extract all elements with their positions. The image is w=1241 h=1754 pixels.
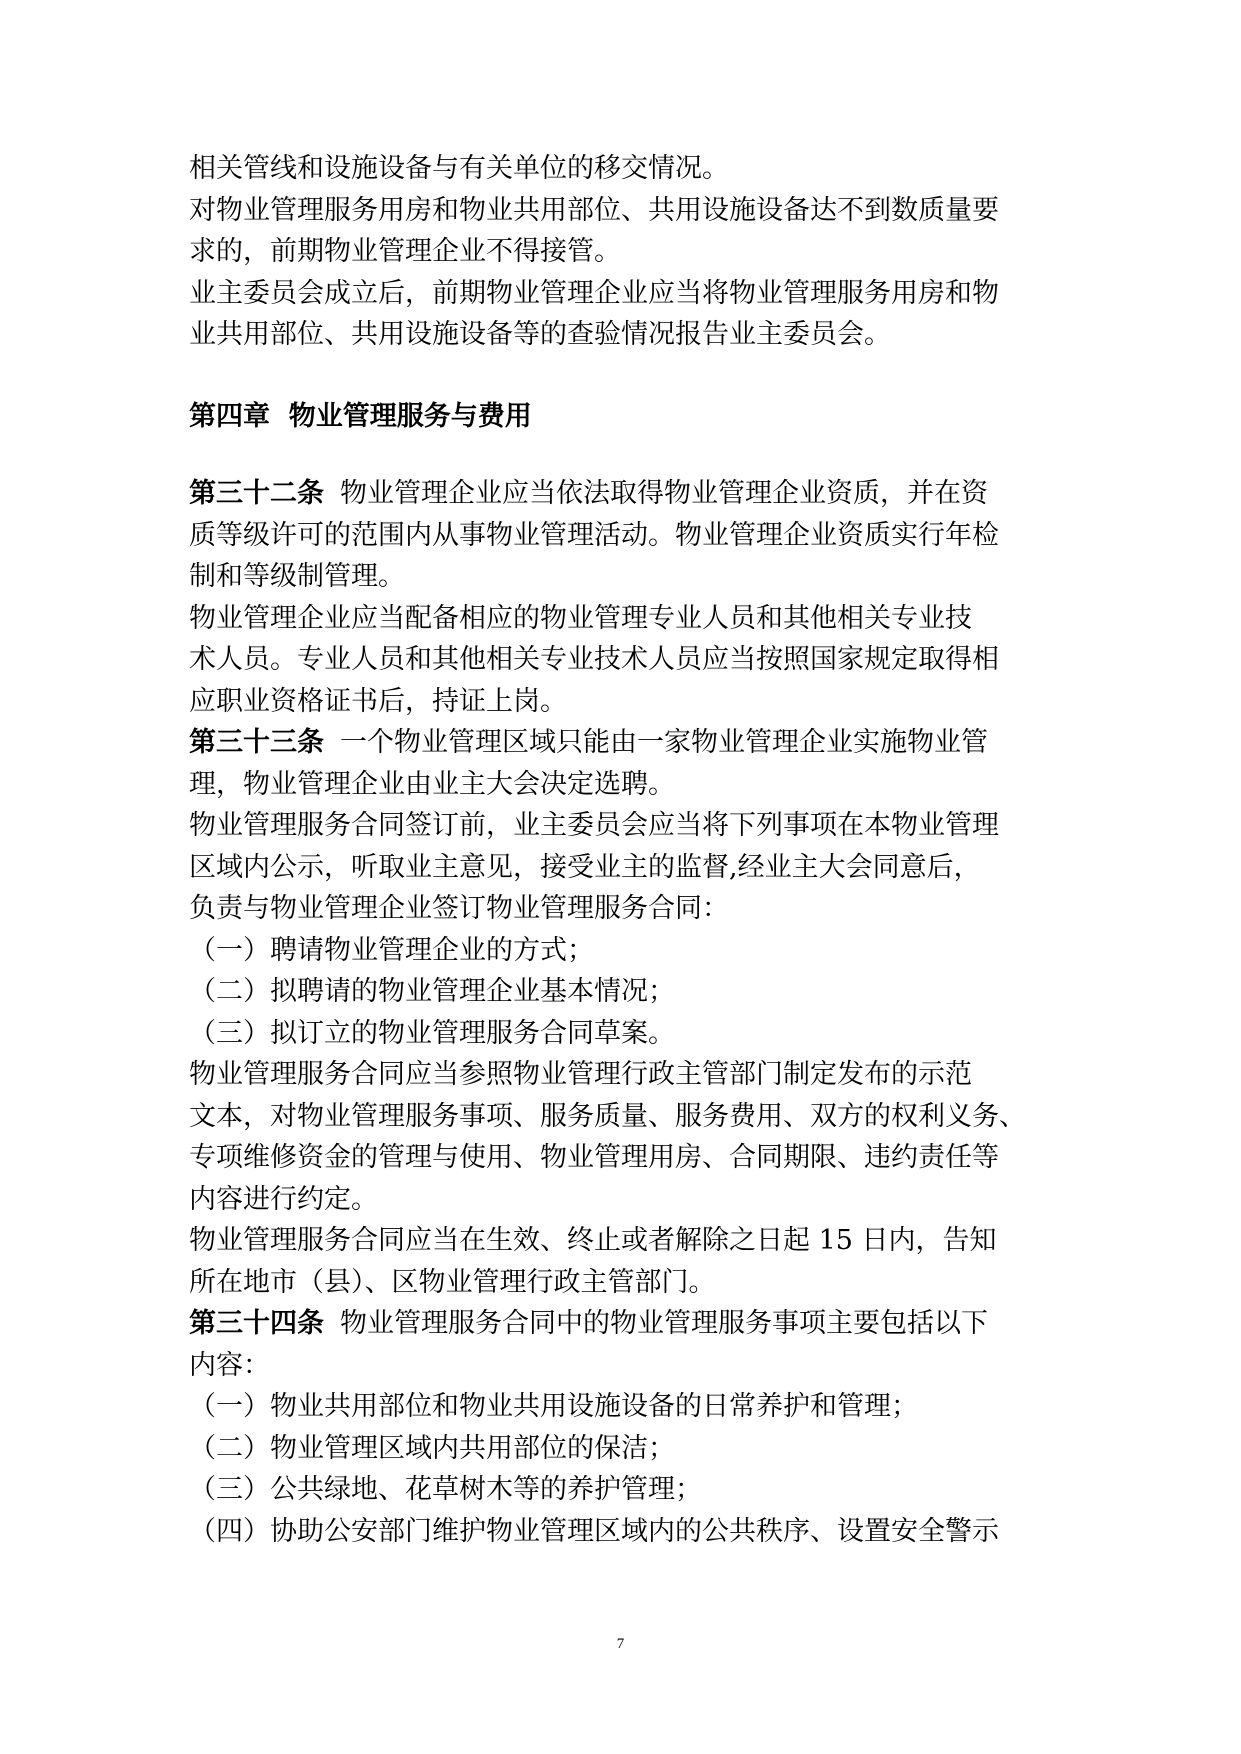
paragraph-line: 术人员。专业人员和其他相关专业技术人员应当按照国家规定取得相 [189, 644, 999, 675]
paragraph-line: 制和等级制管理。 [189, 561, 405, 592]
page-number: 7 [616, 1636, 625, 1652]
list-item: （二）物业管理区域内共用部位的保洁； [189, 1432, 675, 1464]
paragraph-line: 物业管理服务合同应当在生效、终止或者解除之日起 15 日内，告知 [189, 1225, 997, 1256]
list-item: （三）拟订立的物业管理服务合同草案。 [189, 1017, 675, 1049]
list-item: （四）协助公安部门维护物业管理区域内的公共秩序、设置安全警示 [189, 1515, 999, 1547]
article-label: 第三十四条 [189, 1308, 324, 1339]
paragraph-line: 质等级许可的范围内从事物业管理活动。物业管理企业资质实行年检 [189, 519, 999, 551]
paragraph-line: 物业管理服务合同签订前，业主委员会应当将下列事项在本物业管理 [189, 810, 999, 841]
paragraph-line: 对物业管理服务用房和物业共用部位、共用设施设备达不到数质量要 [189, 194, 999, 226]
paragraph-line: 文本，对物业管理服务事项、服务质量、服务费用、双方的权利义务、 [189, 1100, 1026, 1132]
list-item: （三）公共绿地、花草树木等的养护管理； [189, 1474, 702, 1505]
paragraph-line: 求的，前期物业管理企业不得接管。 [189, 236, 621, 267]
paragraph-line: 负责与物业管理企业签订物业管理服务合同： [189, 893, 729, 924]
article-33-first-line [189, 722, 1059, 764]
chapter-heading: 第四章 物业管理服务与费用 [189, 400, 532, 432]
paragraph-line: 业主委员会成立后，前期物业管理企业应当将物业管理服务用房和物 [189, 277, 999, 309]
paragraph-line: 物业管理服务合同应当参照物业管理行政主管部门制定发布的示范 [189, 1059, 972, 1090]
article-text: 一个物业管理区域只能由一家物业管理企业实施物业管 [340, 727, 988, 758]
paragraph-line: 内容： [189, 1349, 270, 1381]
article-34-first-line [189, 1303, 1059, 1345]
paragraph-line: 所在地市（县）、区物业管理行政主管部门。 [189, 1266, 716, 1298]
paragraph-line: 相关管线和设施设备与有关单位的移交情况。 [189, 153, 729, 184]
paragraph-line: 应职业资格证书后，持证上岗。 [189, 685, 567, 717]
page-content [189, 148, 1059, 1552]
article-label: 第三十三条 [189, 727, 324, 758]
paragraph-line: 理，物业管理企业由业主大会决定选聘。 [189, 768, 675, 800]
paragraph-line: 内容进行约定。 [189, 1183, 378, 1215]
list-item: （一）聘请物业管理企业的方式； [189, 934, 594, 966]
article-text: 物业管理企业应当依法取得物业管理企业资质，并在资 [340, 478, 988, 509]
paragraph-line: 物业管理企业应当配备相应的物业管理专业人员和其他相关专业技 [189, 602, 972, 634]
list-item: （一）物业共用部位和物业共用设施设备的日常养护和管理； [189, 1391, 918, 1422]
article-32-first-line [189, 473, 1059, 515]
paragraph-line: 业共用部位、共用设施设备等的查验情况报告业主委员会。 [189, 319, 891, 350]
article-label: 第三十二条 [189, 478, 324, 509]
paragraph-line: 区域内公示，听取业主意见，接受业主的监督,经业主大会同意后， [189, 851, 981, 883]
article-text: 物业管理服务合同中的物业管理服务事项主要包括以下 [340, 1308, 988, 1339]
list-item: （二）拟聘请的物业管理企业基本情况； [189, 976, 675, 1007]
paragraph-line: 专项维修资金的管理与使用、物业管理用房、合同期限、违约责任等 [189, 1142, 999, 1173]
